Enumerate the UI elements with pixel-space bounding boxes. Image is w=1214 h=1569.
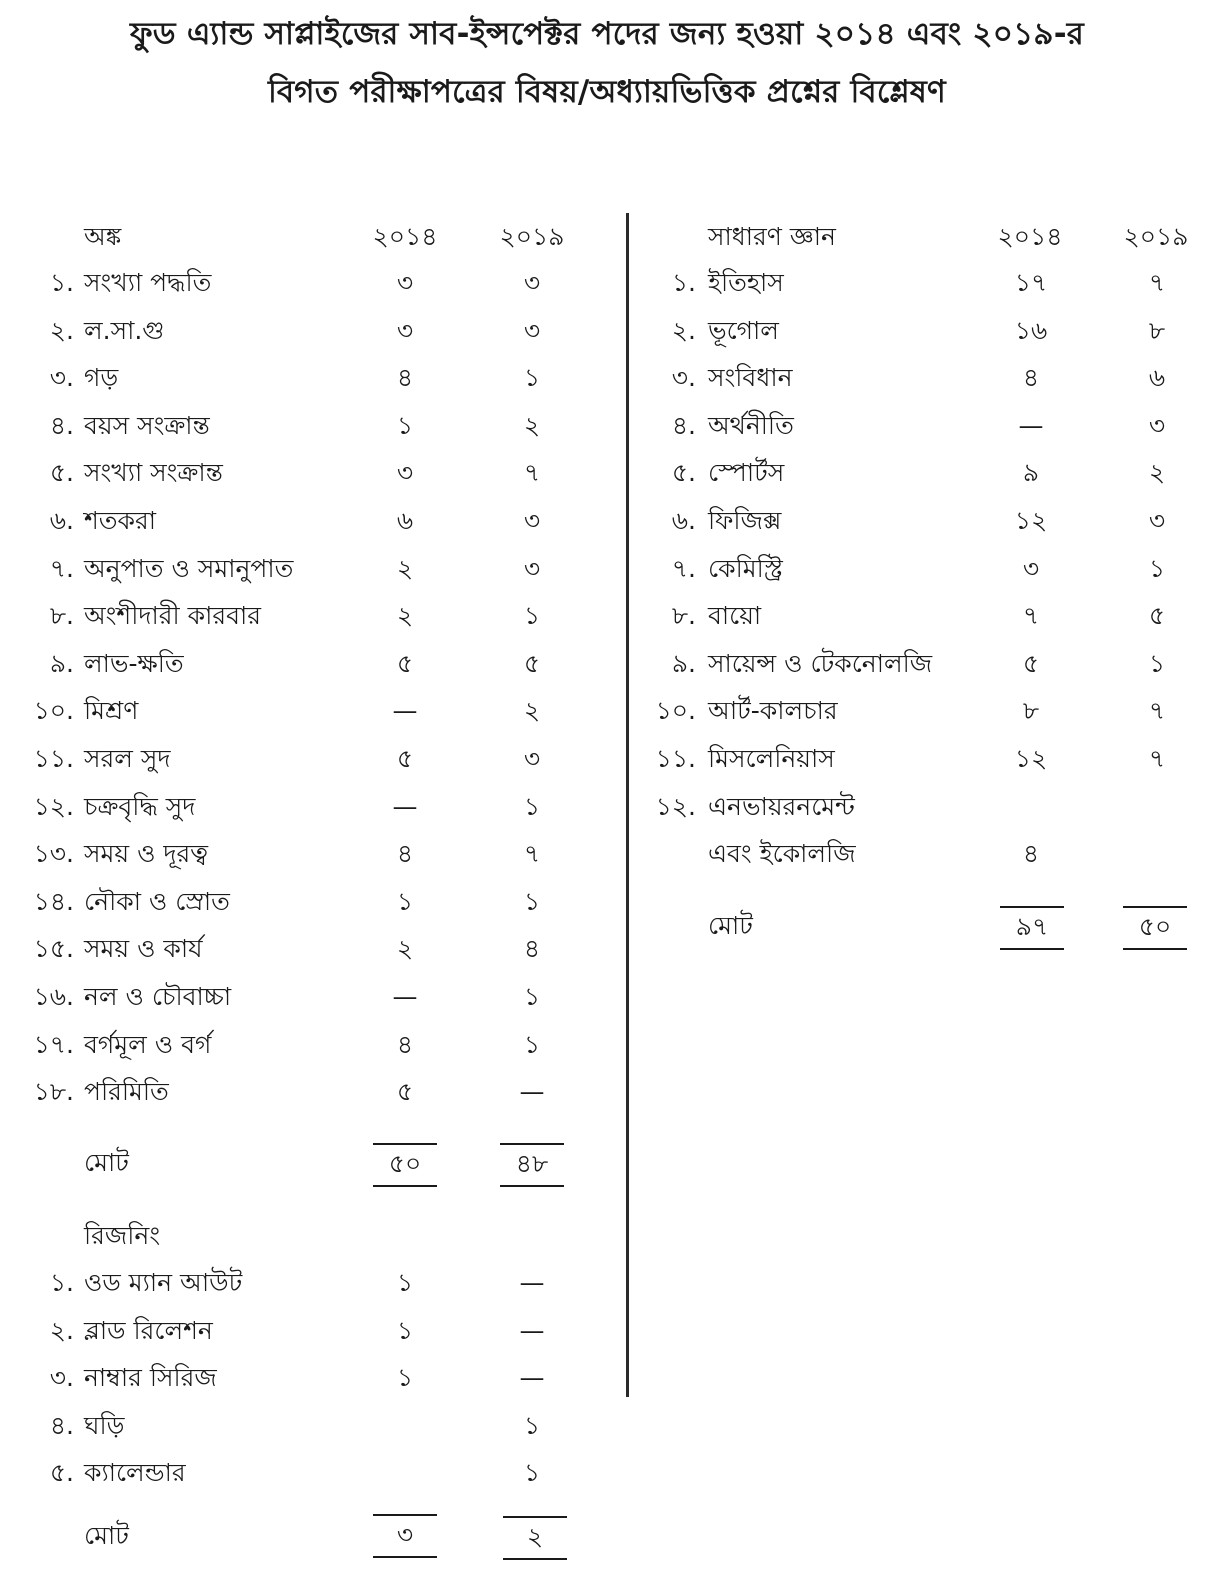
row-number: ১০.: [33, 696, 74, 725]
value-2019: ১: [523, 1458, 541, 1487]
table-row: [0, 1311, 610, 1351]
topic: স্পোর্টস: [708, 458, 785, 487]
table-row: [0, 311, 610, 351]
row-number: ১.: [49, 268, 74, 297]
topic: ওড ম্যান আউট: [84, 1268, 243, 1297]
topic: মিশ্রণ: [84, 696, 139, 725]
value-2014: ১২: [1014, 744, 1048, 773]
row-number: ৩.: [671, 363, 696, 392]
topic: গড়: [84, 363, 119, 392]
value-2019: ১: [523, 601, 541, 630]
value-2014: ১: [396, 411, 414, 440]
value-2014: ৩: [396, 316, 414, 345]
value-2019: ৩: [523, 506, 541, 535]
row-number: ১.: [671, 268, 696, 297]
row-number: ১৫.: [33, 934, 74, 963]
topic: ব্লাড রিলেশন: [84, 1316, 213, 1345]
value-2019: ১: [523, 1411, 541, 1440]
topic: এবং ইকোলজি: [708, 839, 856, 868]
topic: লাভ-ক্ষতি: [84, 649, 184, 678]
table-row: [0, 263, 610, 303]
row-number: ৪.: [49, 411, 74, 440]
row-number: ১৩.: [33, 839, 74, 868]
table-row: [640, 644, 1214, 684]
value-2014: ১৬: [1014, 316, 1048, 345]
topic: সংখ্যা সংক্রান্ত: [84, 458, 223, 487]
row-number: ১১.: [33, 744, 74, 773]
value-2019: ৭: [1148, 696, 1166, 725]
gk-year-2019-header: ২০১৯: [1123, 222, 1189, 251]
value-2014: ৭: [1022, 601, 1040, 630]
reasoning-total-2014: ৩: [373, 1514, 437, 1558]
row-number: ৩.: [49, 1363, 74, 1392]
reasoning-header-row: [0, 1216, 610, 1256]
total-label: মোট: [84, 1148, 129, 1177]
value-2019: ৩: [523, 268, 541, 297]
row-number: ৭.: [671, 554, 696, 583]
value-2019: ১: [1148, 649, 1166, 678]
row-number: ২.: [49, 316, 74, 345]
value-2014: ৮: [1022, 696, 1040, 725]
row-number: ৪.: [49, 1411, 74, 1440]
topic: পরিমিতি: [84, 1077, 169, 1106]
value-2014: —: [1018, 411, 1044, 440]
value-2019: ৭: [1148, 744, 1166, 773]
value-2019: ৩: [1148, 506, 1166, 535]
topic: সময় ও দূরত্ব: [84, 839, 209, 868]
value-2019: ৭: [1148, 268, 1166, 297]
value-2014: ৪: [396, 839, 414, 868]
value-2014: ৫: [396, 744, 414, 773]
value-2019: ৭: [523, 839, 541, 868]
row-number: ১৭.: [33, 1030, 74, 1059]
topic: অর্থনীতি: [708, 411, 794, 440]
topic: সংবিধান: [708, 363, 793, 392]
value-2014: ১: [396, 887, 414, 916]
column-divider: [626, 213, 629, 1397]
table-row: [0, 596, 610, 636]
value-2019: ৫: [523, 649, 541, 678]
value-2014: ৯: [1022, 458, 1040, 487]
reasoning-total-2019: ২: [503, 1516, 567, 1560]
row-number: ১৮.: [33, 1077, 74, 1106]
topic: শতকরা: [84, 506, 157, 535]
table-row-continuation: [640, 834, 1214, 874]
math-year-2019-header: ২০১৯: [499, 222, 565, 251]
value-2019: ৭: [523, 458, 541, 487]
topic: অনুপাত ও সমানুপাত: [84, 554, 294, 583]
value-2014: —: [392, 696, 418, 725]
topic: চক্রবৃদ্ধি সুদ: [84, 792, 196, 821]
value-2014: ৪: [1022, 363, 1040, 392]
topic: ল.সা.গু: [84, 316, 165, 345]
value-2014: —: [392, 982, 418, 1011]
row-number: ৭.: [49, 554, 74, 583]
value-2019: ৮: [1148, 316, 1166, 345]
topic: নৌকা ও স্রোত: [84, 887, 230, 916]
value-2014: ২: [396, 934, 414, 963]
table-row: [640, 453, 1214, 493]
gk-total-2014: ৯৭: [1000, 906, 1064, 950]
math-year-2014-header: ২০১৪: [372, 222, 438, 251]
table-row: [640, 787, 1214, 827]
value-2014: ২: [396, 554, 414, 583]
total-label: মোট: [708, 911, 753, 940]
row-number: ৫.: [671, 458, 696, 487]
table-row: [0, 501, 610, 541]
value-2019: —: [519, 1316, 545, 1345]
table-row: [640, 501, 1214, 541]
table-row: [640, 739, 1214, 779]
table-row: [0, 1263, 610, 1303]
row-number: ১২.: [655, 792, 696, 821]
row-number: ২.: [671, 316, 696, 345]
value-2019: ২: [523, 696, 541, 725]
value-2019: ৪: [523, 934, 541, 963]
topic: বয়স সংক্রান্ত: [84, 411, 210, 440]
value-2019: ৬: [1148, 363, 1166, 392]
gk-total-2019: ৫০: [1123, 906, 1187, 950]
topic: সরল সুদ: [84, 744, 171, 773]
row-number: ৬.: [671, 506, 696, 535]
topic: সায়েন্স ও টেকনোলজি: [708, 649, 933, 678]
table-row: [0, 834, 610, 874]
value-2019: ৩: [1148, 411, 1166, 440]
table-row: [0, 1406, 610, 1446]
topic: এনভায়রনমেন্ট: [708, 792, 855, 821]
value-2014: ১২: [1014, 506, 1048, 535]
value-2014: ২: [396, 601, 414, 630]
value-2019: —: [519, 1268, 545, 1297]
row-number: ২.: [49, 1316, 74, 1345]
gk-header-row: [640, 217, 1214, 257]
value-2014: ৫: [1022, 649, 1040, 678]
row-number: ৬.: [49, 506, 74, 535]
page-title-line-2: বিগত পরীক্ষাপত্রের বিষয়/অধ্যায়ভিত্তিক প্রশ্নের বিশ্লেষণ: [267, 74, 947, 110]
table-row: [0, 1358, 610, 1398]
math-heading: অঙ্ক: [84, 222, 122, 251]
topic: নল ও চৌবাচ্চা: [84, 982, 232, 1011]
table-row: [0, 1025, 610, 1065]
table-row: [0, 1072, 610, 1112]
topic: কেমিস্ট্রি: [708, 554, 783, 583]
value-2019: ২: [1148, 458, 1166, 487]
topic: ইতিহাস: [708, 268, 784, 297]
total-label: মোট: [84, 1521, 129, 1550]
value-2014: ৩: [396, 458, 414, 487]
value-2014: ১: [396, 1268, 414, 1297]
value-2014: ৩: [396, 268, 414, 297]
table-row: [0, 739, 610, 779]
topic: অংশীদারী কারবার: [84, 601, 261, 630]
value-2014: ৪: [396, 363, 414, 392]
table-row: [640, 691, 1214, 731]
gk-year-2014-header: ২০১৪: [997, 222, 1063, 251]
table-row: [640, 406, 1214, 446]
table-row: [640, 358, 1214, 398]
table-row: [640, 263, 1214, 303]
page-title-line-1: ফুড এ্যান্ড সাপ্লাইজের সাব-ইন্সপেক্টর পদের জন্য হওয়া ২০১৪ এবং ২০১৯-র: [129, 16, 1085, 52]
value-2014: —: [392, 792, 418, 821]
math-total-2014: ৫০: [373, 1143, 437, 1187]
row-number: ৮.: [49, 601, 74, 630]
row-number: ৯.: [671, 649, 696, 678]
value-2014: ৩: [1022, 554, 1040, 583]
value-2014: ১: [396, 1316, 414, 1345]
row-number: ১.: [49, 1268, 74, 1297]
row-number: ৩.: [49, 363, 74, 392]
topic: সময় ও কার্য: [84, 934, 203, 963]
row-number: ১৪.: [33, 887, 74, 916]
value-2019: —: [519, 1077, 545, 1106]
math-header-row: [0, 217, 610, 257]
table-row: [0, 644, 610, 684]
topic: নাম্বার সিরিজ: [84, 1363, 217, 1392]
value-2019: ১: [523, 982, 541, 1011]
value-2014: ৪: [396, 1030, 414, 1059]
topic: ভূগোল: [708, 316, 779, 345]
row-number: ১০.: [655, 696, 696, 725]
value-2014: ৪: [1022, 839, 1040, 868]
value-2019: ৫: [1148, 601, 1166, 630]
value-2019: ৩: [523, 554, 541, 583]
row-number: ১১.: [655, 744, 696, 773]
topic: আর্ট-কালচার: [708, 696, 838, 725]
table-row: [0, 358, 610, 398]
table-row: [0, 929, 610, 969]
topic: মিসলেনিয়াস: [708, 744, 835, 773]
row-number: ৪.: [671, 411, 696, 440]
row-number: ৫.: [49, 458, 74, 487]
value-2014: ৫: [396, 649, 414, 678]
value-2014: ৫: [396, 1077, 414, 1106]
table-row: [640, 596, 1214, 636]
table-row: [0, 453, 610, 493]
table-row: [640, 549, 1214, 589]
topic: বর্গমূল ও বর্গ: [84, 1030, 212, 1059]
topic: ঘড়ি: [84, 1411, 125, 1440]
reasoning-heading: রিজনিং: [84, 1221, 161, 1250]
table-row: [0, 1453, 610, 1493]
value-2014: ৬: [396, 506, 414, 535]
topic: সংখ্যা পদ্ধতি: [84, 268, 212, 297]
table-row: [0, 787, 610, 827]
value-2014: ১৭: [1014, 268, 1048, 297]
table-row: [0, 549, 610, 589]
value-2014: ১: [396, 1363, 414, 1392]
row-number: ১২.: [33, 792, 74, 821]
math-total-2019: ৪৮: [500, 1143, 564, 1187]
table-row: [0, 691, 610, 731]
value-2019: —: [519, 1363, 545, 1392]
value-2019: ১: [1148, 554, 1166, 583]
table-row: [0, 977, 610, 1017]
value-2019: ১: [523, 887, 541, 916]
table-row: [0, 882, 610, 922]
value-2019: ১: [523, 363, 541, 392]
topic: বায়ো: [708, 601, 762, 630]
topic: ফিজিক্স: [708, 506, 782, 535]
value-2019: ১: [523, 792, 541, 821]
value-2019: ৩: [523, 316, 541, 345]
row-number: ৫.: [49, 1458, 74, 1487]
gk-heading: সাধারণ জ্ঞান: [708, 222, 836, 251]
row-number: ১৬.: [33, 982, 74, 1011]
table-row: [0, 406, 610, 446]
value-2019: ১: [523, 1030, 541, 1059]
table-row: [640, 311, 1214, 351]
row-number: ৮.: [671, 601, 696, 630]
value-2019: ২: [523, 411, 541, 440]
row-number: ৯.: [49, 649, 74, 678]
value-2019: ৩: [523, 744, 541, 773]
topic: ক্যালেন্ডার: [84, 1458, 186, 1487]
